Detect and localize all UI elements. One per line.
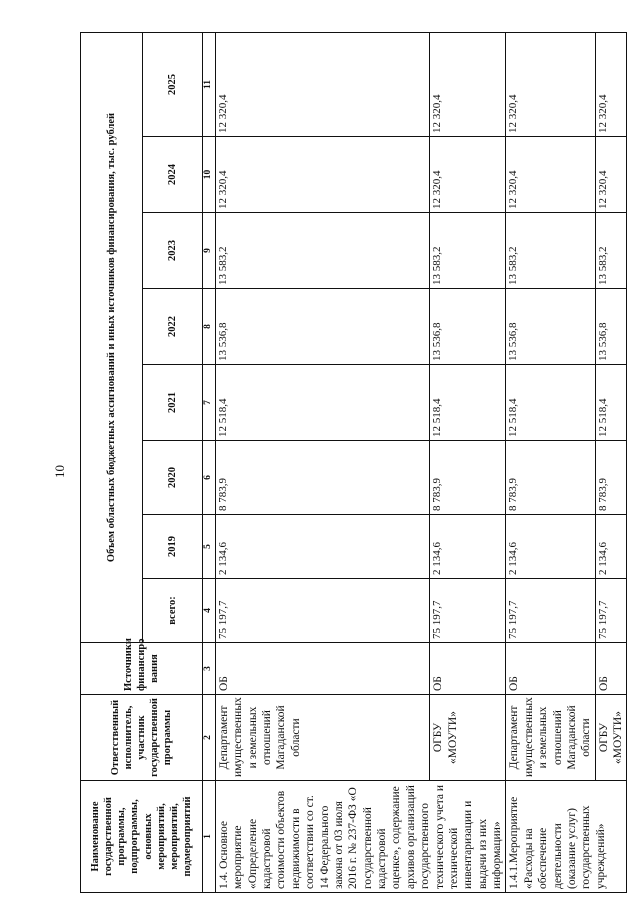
value-cell: 8 783,9 [430,441,506,515]
column-number: 5 [203,515,216,579]
executor-cell: Департамент имущественных и земельных отношений Магаданской области [215,695,429,781]
table-row [215,32,429,892]
column-number: 11 [203,32,216,136]
value-cell: 12 320,4 [430,32,506,136]
header-year: 2023 [143,213,203,289]
value-cell: 2 134,6 [215,515,429,579]
value-cell: 13 536,8 [595,289,627,365]
value-cell: 2 134,6 [506,515,595,579]
column-number: 7 [203,365,216,441]
column-number: 6 [203,441,216,515]
header-executor: Ответственный исполнитель, участник государственной программы [81,695,203,781]
source-cell: ОБ [215,643,429,695]
value-cell: 75 197,7 [595,579,627,643]
header-funding-title: Объем областных бюджетных ассигнований и иных источников финансирования, тыс. рублей [81,32,143,642]
value-cell: 13 536,8 [430,289,506,365]
header-year: 2024 [143,137,203,213]
column-number: 4 [203,579,216,643]
header-program-name: Наименование государственной программы, подпрограммы, основных мероприятий, мероприятий, подмероприятий [81,781,203,893]
value-cell: 12 320,4 [215,137,429,213]
column-number: 1 [203,781,216,893]
value-cell: 12 320,4 [506,32,595,136]
header-year: 2021 [143,365,203,441]
column-number: 3 [203,643,216,695]
value-cell: 13 583,2 [506,213,595,289]
value-cell: 2 134,6 [430,515,506,579]
table-row [506,32,595,892]
header-year: 2022 [143,289,203,365]
value-cell: 12 320,4 [595,137,627,213]
column-number: 8 [203,289,216,365]
source-cell: ОБ [595,643,627,695]
header-source: Источники финансиро вания [81,643,203,695]
value-cell: 12 518,4 [506,365,595,441]
value-cell: 13 583,2 [595,213,627,289]
value-cell: 13 583,2 [430,213,506,289]
funding-table [80,32,627,893]
column-number: 9 [203,213,216,289]
value-cell: 2 134,6 [595,515,627,579]
program-name-cell: 1.4.1.Мероприятие «Расходы на обеспечение деятельности (оказание услуг) государственных учреждений» [506,781,627,893]
table-row [595,32,627,892]
executor-cell: ОГБУ «МОУТИ» [595,695,627,781]
value-cell: 12 320,4 [430,137,506,213]
executor-cell: ОГБУ «МОУТИ» [430,695,506,781]
table-row [430,32,506,892]
column-number: 2 [203,695,216,781]
header-year: всего: [143,579,203,643]
value-cell: 13 536,8 [215,289,429,365]
value-cell: 12 518,4 [595,365,627,441]
value-cell: 75 197,7 [215,579,429,643]
value-cell: 13 536,8 [506,289,595,365]
source-cell: ОБ [430,643,506,695]
value-cell: 75 197,7 [506,579,595,643]
header-year: 2020 [143,441,203,515]
header-year: 2019 [143,515,203,579]
page-number: 10 [52,465,67,478]
value-cell: 12 518,4 [215,365,429,441]
program-name-cell: 1.4. Основное мероприятие «Определение кадастровой стоимости объектов недвижимости в соответствии со ст. 14 Федерального закона от 03 июля 2016 г. № 237-ФЗ «О государственной кадастровой оценке», содержание архивов организаций государственного технического учета и технической инвентаризации и выдачи из них информации» [215,781,506,893]
source-cell: ОБ [506,643,595,695]
value-cell: 8 783,9 [215,441,429,515]
header-year: 2025 [143,32,203,136]
value-cell: 12 320,4 [215,32,429,136]
executor-cell: Департамент имущественных и земельных отношений Магаданской области [506,695,595,781]
value-cell: 8 783,9 [595,441,627,515]
value-cell: 12 320,4 [506,137,595,213]
value-cell: 75 197,7 [430,579,506,643]
value-cell: 12 320,4 [595,32,627,136]
value-cell: 8 783,9 [506,441,595,515]
rotated-table-container [80,33,624,893]
value-cell: 13 583,2 [215,213,429,289]
column-number: 10 [203,137,216,213]
value-cell: 12 518,4 [430,365,506,441]
